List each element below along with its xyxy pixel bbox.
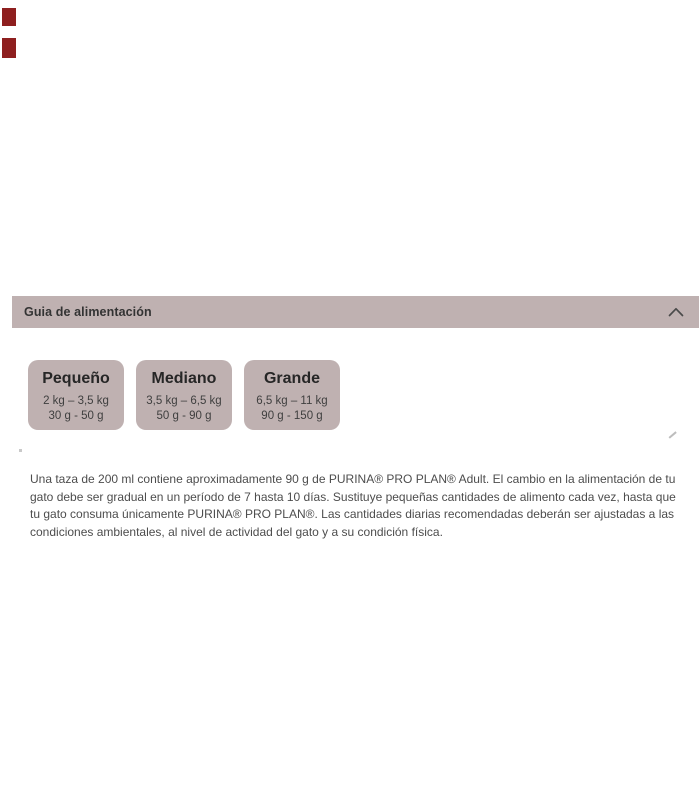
- chevron-up-icon[interactable]: [667, 306, 685, 318]
- card-weight-range: 6,5 kg – 11 kg: [256, 395, 328, 407]
- card-food-range: 30 g - 50 g: [48, 410, 104, 422]
- card-weight-range: 3,5 kg – 6,5 kg: [146, 395, 222, 407]
- size-card-pequeno: [28, 360, 124, 430]
- card-food-range: 90 g - 150 g: [261, 410, 323, 422]
- card-title: Pequeño: [42, 370, 110, 387]
- top-left-red-square-1: [2, 8, 16, 26]
- top-left-red-square-2: [2, 38, 16, 58]
- feeding-guide-accordion-header[interactable]: [12, 296, 699, 328]
- artifact-tick: [669, 431, 677, 438]
- size-card-mediano: [136, 360, 232, 430]
- card-title: Grande: [263, 370, 320, 387]
- card-food-range: 50 g - 90 g: [156, 410, 212, 422]
- card-weight-range: 2 kg – 3,5 kg: [43, 395, 109, 407]
- card-title: Mediano: [151, 370, 217, 387]
- feeding-note-paragraph: Una taza de 200 ml contiene aproximadamente 90 g de PURINA® PRO PLAN® Adult. El cambio en la alimentación de tu gato debe ser gradual en un período de 7 hasta 10 días. Sustituye pequeñas cantidades de alimento cada vez, hasta que tu gato consuma únicamente PURINA® PRO PLAN®. Las cantidades diarias recomendadas deberán ser ajustadas a las condiciones ambientales, al nivel de actividad del gato y a su condición física.: [30, 472, 676, 539]
- artifact-dot: [19, 449, 22, 452]
- feeding-guide-title: Guia de alimentación: [24, 305, 152, 319]
- feeding-size-cards: [28, 360, 340, 430]
- size-card-grande: [244, 360, 340, 430]
